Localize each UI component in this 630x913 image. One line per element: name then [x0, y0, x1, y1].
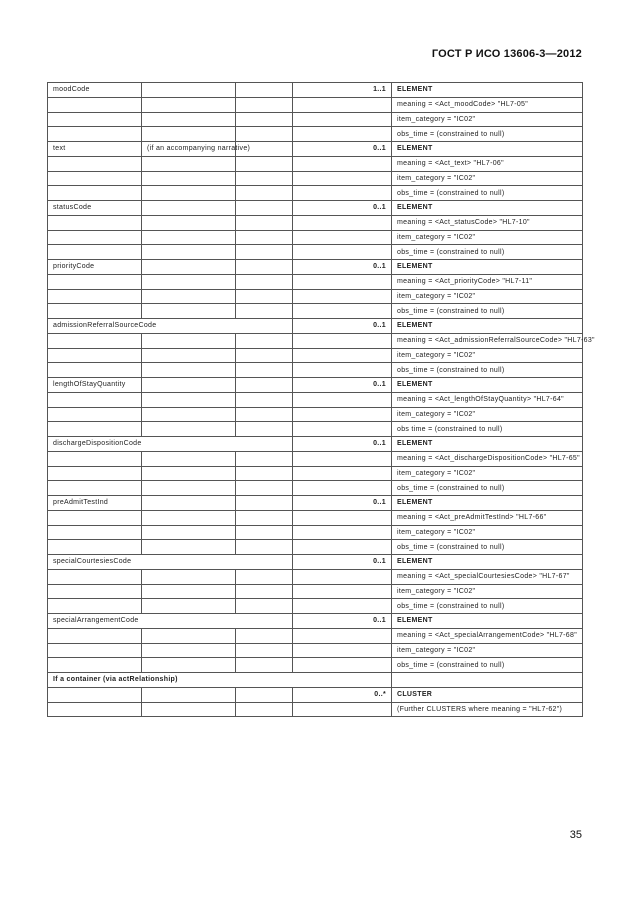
- attribute-name-cell: statusCode: [48, 201, 142, 216]
- attribute-name-cell: priorityCode: [48, 260, 142, 275]
- occurrence-cell: 0..1: [293, 555, 392, 570]
- condition-note-cell: [142, 127, 236, 142]
- attribute-name-cell: lengthOfStayQuantity: [48, 378, 142, 393]
- mapping-detail-cell: item_category = "IC02": [392, 348, 583, 363]
- empty-cell: [236, 304, 293, 319]
- empty-cell: [236, 171, 293, 186]
- table-row: [48, 348, 583, 363]
- attribute-name-cell: [48, 112, 142, 127]
- condition-note-cell: [142, 274, 236, 289]
- empty-cell: [236, 274, 293, 289]
- attribute-name-cell: [48, 171, 142, 186]
- mapping-detail-cell: item_category = "IC02": [392, 525, 583, 540]
- attribute-name-cell: [48, 245, 142, 260]
- mapping-detail-cell: ELEMENT: [392, 260, 583, 275]
- attribute-name-cell: [48, 466, 142, 481]
- mapping-detail-cell: obs time = (constrained to null): [392, 422, 583, 437]
- condition-note-cell: [142, 97, 236, 112]
- attribute-name-cell: [48, 687, 142, 702]
- condition-note-cell: [142, 260, 236, 275]
- attribute-name-cell: [48, 127, 142, 142]
- mapping-detail-cell: meaning = <Act_specialArrangementCode> "HL7-68": [392, 628, 583, 643]
- table-row: [48, 378, 583, 393]
- table-row: [48, 599, 583, 614]
- table-row: [48, 422, 583, 437]
- attribute-name-cell: [48, 702, 142, 717]
- empty-cell: [236, 702, 293, 717]
- empty-cell: [236, 83, 293, 98]
- table-row: [48, 451, 583, 466]
- condition-note-cell: [142, 422, 236, 437]
- condition-note-cell: [142, 245, 236, 260]
- table-row: [48, 127, 583, 142]
- attribute-name-cell: dischargeDispositionCode: [48, 437, 293, 452]
- empty-cell: [236, 348, 293, 363]
- empty-cell: [236, 599, 293, 614]
- empty-cell: [236, 186, 293, 201]
- group-heading-cell: If a container (via actRelationship): [48, 673, 392, 688]
- occurrence-cell: [293, 215, 392, 230]
- mapping-detail-cell: ELEMENT: [392, 83, 583, 98]
- occurrence-cell: [293, 540, 392, 555]
- mapping-detail-cell: meaning = <Act_dischargeDispositionCode> "HL7-65": [392, 451, 583, 466]
- occurrence-cell: [293, 112, 392, 127]
- attribute-name-cell: preAdmitTestInd: [48, 496, 142, 511]
- table-row: [48, 555, 583, 570]
- empty-cell: [236, 392, 293, 407]
- condition-note-cell: [142, 407, 236, 422]
- mapping-detail-cell: item_category = "IC02": [392, 466, 583, 481]
- mapping-detail-cell: meaning = <Act_text> "HL7-06": [392, 156, 583, 171]
- attribute-name-cell: [48, 304, 142, 319]
- empty-cell: [236, 333, 293, 348]
- table-row: [48, 215, 583, 230]
- occurrence-cell: [293, 392, 392, 407]
- condition-note-cell: [142, 215, 236, 230]
- occurrence-cell: [293, 422, 392, 437]
- empty-cell: [236, 230, 293, 245]
- empty-cell: [236, 481, 293, 496]
- occurrence-cell: 0..1: [293, 260, 392, 275]
- occurrence-cell: 1..1: [293, 83, 392, 98]
- table-row: [48, 673, 583, 688]
- table-row: [48, 687, 583, 702]
- occurrence-cell: 0..1: [293, 496, 392, 511]
- condition-note-cell: [142, 628, 236, 643]
- condition-note-cell: [142, 230, 236, 245]
- attribute-name-cell: admissionReferralSourceCode: [48, 319, 293, 334]
- attribute-name-cell: [48, 540, 142, 555]
- table-row: [48, 702, 583, 717]
- table-row: [48, 142, 583, 157]
- attribute-name-cell: [48, 186, 142, 201]
- empty-cell: [236, 496, 293, 511]
- occurrence-cell: [293, 466, 392, 481]
- table-row: [48, 171, 583, 186]
- attribute-name-cell: [48, 348, 142, 363]
- mapping-detail-cell: ELEMENT: [392, 555, 583, 570]
- occurrence-cell: [293, 643, 392, 658]
- condition-note-cell: [142, 186, 236, 201]
- condition-note-cell: [142, 466, 236, 481]
- condition-note-cell: [142, 333, 236, 348]
- document-header: ГОСТ Р ИСО 13606-3—2012: [431, 48, 582, 60]
- condition-note-cell: [142, 378, 236, 393]
- table-row: [48, 245, 583, 260]
- occurrence-cell: [293, 333, 392, 348]
- attribute-name-cell: [48, 289, 142, 304]
- condition-note-cell: [142, 599, 236, 614]
- table-row: [48, 156, 583, 171]
- empty-cell: [236, 451, 293, 466]
- table-row: [48, 466, 583, 481]
- table-row: [48, 407, 583, 422]
- attribute-name-cell: [48, 525, 142, 540]
- occurrence-cell: [293, 702, 392, 717]
- attribute-name-cell: moodCode: [48, 83, 142, 98]
- mapping-detail-cell: meaning = <Act_priorityCode> "HL7-11": [392, 274, 583, 289]
- attribute-name-cell: [48, 422, 142, 437]
- mapping-detail-cell: (Further CLUSTERS where meaning = "HL7-62"): [392, 702, 583, 717]
- mapping-detail-cell: obs_time = (constrained to null): [392, 658, 583, 673]
- condition-note-cell: [142, 112, 236, 127]
- condition-note-cell: [142, 348, 236, 363]
- attribute-name-cell: [48, 599, 142, 614]
- table-row: [48, 363, 583, 378]
- condition-note-cell: [142, 304, 236, 319]
- empty-cell: [236, 215, 293, 230]
- attribute-name-cell: [48, 363, 142, 378]
- occurrence-cell: [293, 525, 392, 540]
- empty-cell: [236, 540, 293, 555]
- attribute-name-cell: [48, 392, 142, 407]
- condition-note-cell: [142, 525, 236, 540]
- table-row: [48, 540, 583, 555]
- empty-cell: [236, 643, 293, 658]
- occurrence-cell: [293, 186, 392, 201]
- mapping-detail-cell: CLUSTER: [392, 687, 583, 702]
- condition-note-cell: [142, 584, 236, 599]
- occurrence-cell: 0..1: [293, 614, 392, 629]
- occurrence-cell: [293, 658, 392, 673]
- table-row: [48, 83, 583, 98]
- table-row: [48, 437, 583, 452]
- empty-cell: [236, 525, 293, 540]
- empty-cell: [236, 97, 293, 112]
- condition-note-cell: [142, 540, 236, 555]
- occurrence-cell: [293, 274, 392, 289]
- mapping-table-body: [48, 83, 595, 717]
- empty-cell: [236, 201, 293, 216]
- occurrence-cell: 0..1: [293, 201, 392, 216]
- attribute-name-cell: [48, 658, 142, 673]
- mapping-detail-cell: obs_time = (constrained to null): [392, 540, 583, 555]
- empty-cell: [236, 245, 293, 260]
- table-row: [48, 97, 583, 112]
- occurrence-cell: 0..1: [293, 142, 392, 157]
- table-row: [48, 274, 583, 289]
- mapping-detail-cell: meaning = <Act_preAdmitTestInd> "HL7-66": [392, 510, 583, 525]
- occurrence-cell: 0..1: [293, 378, 392, 393]
- empty-cell: [236, 156, 293, 171]
- mapping-detail-cell: ELEMENT: [392, 201, 583, 216]
- page-number: 35: [569, 829, 582, 841]
- occurrence-cell: [293, 481, 392, 496]
- occurrence-cell: [293, 230, 392, 245]
- empty-cell: [236, 658, 293, 673]
- mapping-detail-cell: item_category = "IC02": [392, 407, 583, 422]
- condition-note-cell: [142, 510, 236, 525]
- occurrence-cell: [293, 156, 392, 171]
- mapping-detail-cell: obs_time = (constrained to null): [392, 245, 583, 260]
- occurrence-cell: [293, 599, 392, 614]
- attribute-name-cell: [48, 628, 142, 643]
- mapping-detail-cell: meaning = <Act_admissionReferralSourceCode> "HL7-63": [392, 333, 583, 348]
- occurrence-cell: [293, 127, 392, 142]
- empty-cell: [236, 407, 293, 422]
- table-row: [48, 628, 583, 643]
- occurrence-cell: 0..*: [293, 687, 392, 702]
- condition-note-cell: [142, 171, 236, 186]
- mapping-detail-cell: ELEMENT: [392, 319, 583, 334]
- mapping-table: [47, 82, 595, 717]
- mapping-detail-cell: meaning = <Act_statusCode> "HL7-10": [392, 215, 583, 230]
- attribute-name-cell: [48, 230, 142, 245]
- table-row: [48, 304, 583, 319]
- table-row: [48, 658, 583, 673]
- empty-cell: [236, 127, 293, 142]
- condition-note-cell: [142, 289, 236, 304]
- condition-note-cell: [142, 201, 236, 216]
- empty-cell: [236, 422, 293, 437]
- empty-cell: [236, 687, 293, 702]
- mapping-detail-cell: ELEMENT: [392, 496, 583, 511]
- table-row: [48, 333, 583, 348]
- table-row: [48, 230, 583, 245]
- empty-cell: [236, 363, 293, 378]
- mapping-detail-cell: item_category = "IC02": [392, 584, 583, 599]
- attribute-name-cell: [48, 156, 142, 171]
- table-row: [48, 186, 583, 201]
- table-row: [48, 643, 583, 658]
- empty-cell: [236, 289, 293, 304]
- table-row: [48, 319, 583, 334]
- mapping-detail-cell: obs_time = (constrained to null): [392, 363, 583, 378]
- mapping-detail-cell: obs_time = (constrained to null): [392, 599, 583, 614]
- condition-note-cell: [142, 658, 236, 673]
- attribute-name-cell: specialArrangementCode: [48, 614, 293, 629]
- condition-note-cell: [142, 392, 236, 407]
- table-row: [48, 481, 583, 496]
- condition-note-cell: [142, 687, 236, 702]
- mapping-detail-cell: item_category = "IC02": [392, 643, 583, 658]
- attribute-name-cell: [48, 643, 142, 658]
- mapping-detail-cell: meaning = <Act_lengthOfStayQuantity> "HL7-64": [392, 392, 583, 407]
- empty-cell: [236, 466, 293, 481]
- occurrence-cell: [293, 569, 392, 584]
- mapping-detail-cell: [392, 673, 583, 688]
- table-row: [48, 260, 583, 275]
- mapping-detail-cell: obs_time = (constrained to null): [392, 127, 583, 142]
- attribute-name-cell: [48, 333, 142, 348]
- table-row: [48, 525, 583, 540]
- empty-cell: [236, 510, 293, 525]
- occurrence-cell: [293, 584, 392, 599]
- empty-cell: [236, 260, 293, 275]
- table-row: [48, 201, 583, 216]
- condition-note-cell: [142, 702, 236, 717]
- mapping-detail-cell: ELEMENT: [392, 378, 583, 393]
- occurrence-cell: [293, 451, 392, 466]
- attribute-name-cell: [48, 215, 142, 230]
- attribute-name-cell: [48, 407, 142, 422]
- occurrence-cell: 0..1: [293, 319, 392, 334]
- empty-cell: [236, 628, 293, 643]
- occurrence-cell: [293, 510, 392, 525]
- empty-cell: [236, 112, 293, 127]
- mapping-detail-cell: item_category = "IC02": [392, 112, 583, 127]
- occurrence-cell: [293, 363, 392, 378]
- occurrence-cell: [293, 628, 392, 643]
- occurrence-cell: [293, 348, 392, 363]
- condition-note-cell: [142, 363, 236, 378]
- mapping-detail-cell: obs_time = (constrained to null): [392, 304, 583, 319]
- attribute-name-cell: specialCourtesiesCode: [48, 555, 293, 570]
- occurrence-cell: [293, 289, 392, 304]
- condition-note-cell: [142, 451, 236, 466]
- occurrence-cell: 0..1: [293, 437, 392, 452]
- condition-note-cell: [142, 643, 236, 658]
- mapping-detail-cell: ELEMENT: [392, 614, 583, 629]
- mapping-detail-cell: obs_time = (constrained to null): [392, 481, 583, 496]
- occurrence-cell: [293, 304, 392, 319]
- attribute-name-cell: [48, 274, 142, 289]
- attribute-name-cell: [48, 510, 142, 525]
- mapping-detail-cell: obs_time = (constrained to null): [392, 186, 583, 201]
- table-row: [48, 584, 583, 599]
- table-row: [48, 496, 583, 511]
- table-row: [48, 569, 583, 584]
- mapping-detail-cell: item_category = "IC02": [392, 230, 583, 245]
- occurrence-cell: [293, 245, 392, 260]
- mapping-detail-cell: item_category = "IC02": [392, 289, 583, 304]
- condition-note-cell: [142, 83, 236, 98]
- mapping-detail-cell: meaning = <Act_moodCode> "HL7-05": [392, 97, 583, 112]
- condition-note-cell: [142, 156, 236, 171]
- mapping-detail-cell: meaning = <Act_specialCourtesiesCode> "HL7-67": [392, 569, 583, 584]
- condition-note-cell: [142, 496, 236, 511]
- mapping-detail-cell: item_category = "IC02": [392, 171, 583, 186]
- attribute-name-cell: text: [48, 142, 142, 157]
- occurrence-cell: [293, 97, 392, 112]
- table-row: [48, 614, 583, 629]
- mapping-detail-cell: ELEMENT: [392, 142, 583, 157]
- occurrence-cell: [293, 171, 392, 186]
- attribute-name-cell: [48, 481, 142, 496]
- condition-note-cell: [142, 481, 236, 496]
- occurrence-cell: [293, 407, 392, 422]
- attribute-name-cell: [48, 584, 142, 599]
- table-row: [48, 510, 583, 525]
- table-row: [48, 392, 583, 407]
- table-row: [48, 112, 583, 127]
- attribute-name-cell: [48, 451, 142, 466]
- empty-cell: [236, 569, 293, 584]
- empty-cell: [236, 584, 293, 599]
- table-row: [48, 289, 583, 304]
- mapping-detail-cell: ELEMENT: [392, 437, 583, 452]
- empty-cell: [236, 378, 293, 393]
- condition-note-cell: [142, 569, 236, 584]
- attribute-name-cell: [48, 97, 142, 112]
- condition-note-cell: (if an accompanying narrative): [142, 142, 236, 157]
- attribute-name-cell: [48, 569, 142, 584]
